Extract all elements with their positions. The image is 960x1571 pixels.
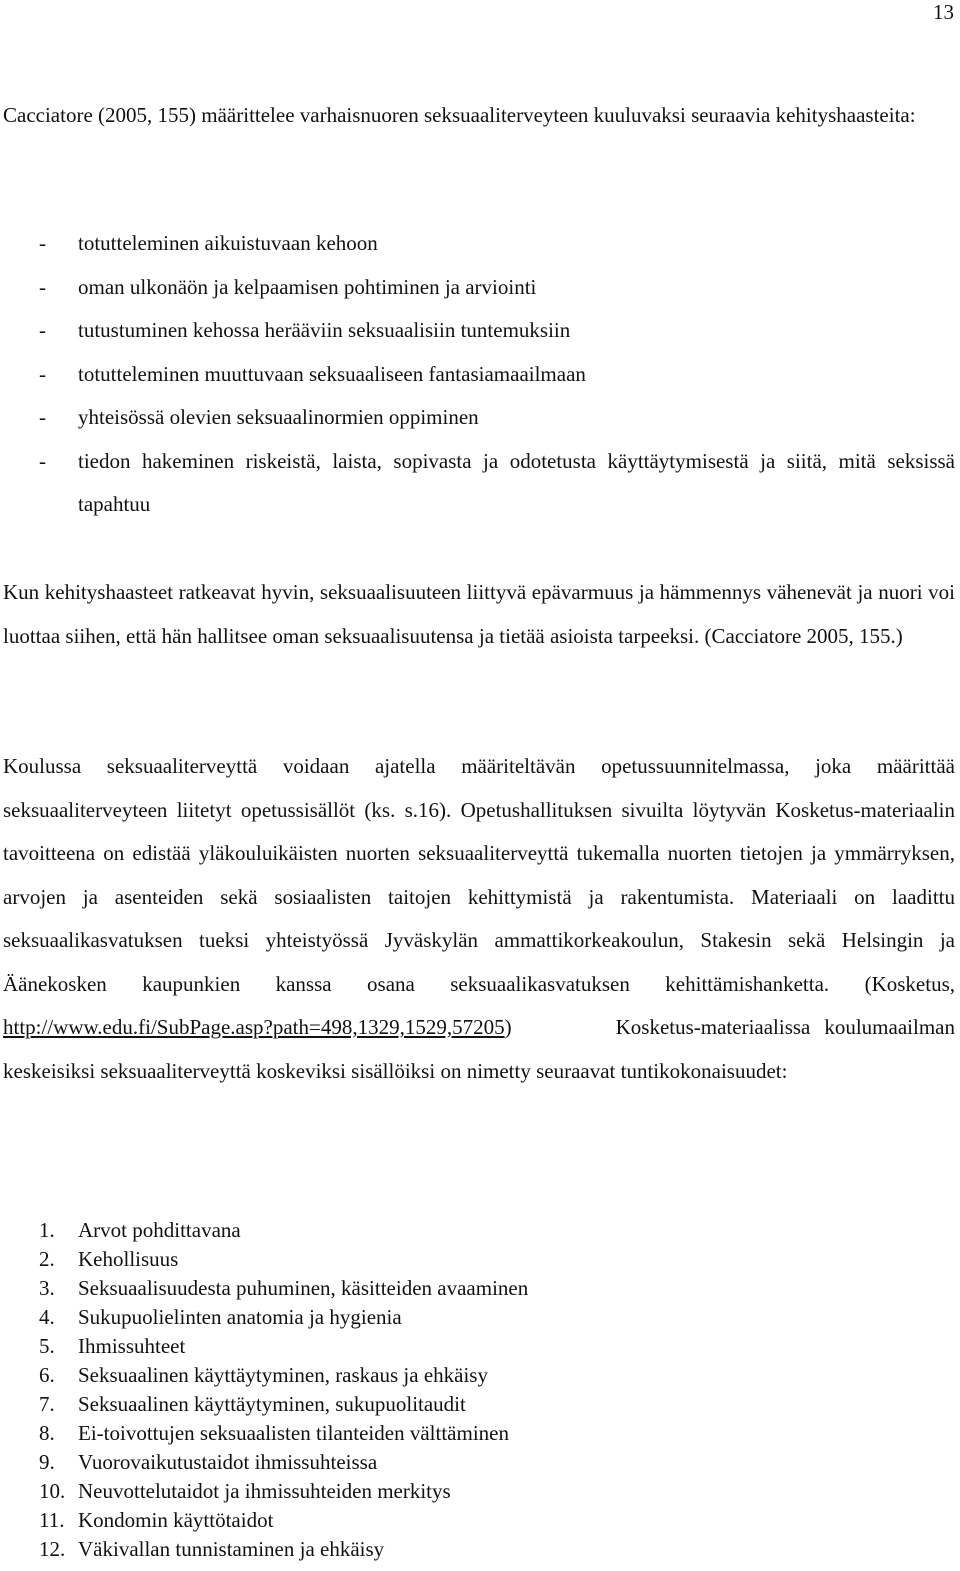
list-item-text: Seksuaalinen käyttäytyminen, sukupuolitaudit — [78, 1392, 466, 1416]
list-item — [3, 396, 955, 440]
list-number: 7. — [39, 1392, 55, 1416]
list-item-text: totutteleminen aikuistuvaan kehoon — [78, 231, 378, 255]
list-number: 8. — [39, 1421, 55, 1445]
list-item-text: tiedon hakeminen riskeistä, laista, sopivasta ja odotetusta käyttäytymisestä ja siitä, mitä seksissä tapahtuu — [78, 448, 955, 516]
dash-bullet: - — [39, 448, 46, 473]
list-item-text: oman ulkonäön ja kelpaamisen pohtiminen ja arviointi — [78, 274, 537, 299]
list-number: 3. — [39, 1276, 55, 1300]
dash-bullet: - — [39, 361, 46, 386]
list-item-text: Ihmissuhteet — [78, 1334, 186, 1358]
list-item-text: tutustuminen kehossa herääviin seksuaalisiin tuntemuksiin — [78, 318, 571, 342]
list-item-text: Kehollisuus — [78, 1247, 179, 1271]
list-item-text: Arvot pohdittavana — [78, 1218, 241, 1242]
body-paragraph-3 — [3, 745, 955, 1093]
dash-bullet: - — [39, 231, 46, 255]
list-item — [3, 1419, 955, 1448]
body-paragraph-2: Kun kehityshaasteet ratkeavat hyvin, seksuaalisuuteen liittyvä epävarmuus ja hämmennys vähenevät ja nuori voi luottaa siihen, että hän hallitsee oman seksuaalisuutensa ja tietää asioista tarpeeksi. (Cacciatore 2005, 155.) — [3, 580, 955, 648]
list-item — [3, 440, 955, 527]
dash-bullet: - — [39, 405, 46, 429]
list-item — [3, 353, 955, 397]
list-item — [3, 1303, 955, 1332]
dash-bullet: - — [39, 318, 46, 342]
link-close-paren: ) — [504, 1015, 512, 1039]
kosketus-link[interactable]: http://www.edu.fi/SubPage.asp?path=498,1329,1529,57205 — [3, 1015, 505, 1039]
list-item — [3, 1477, 955, 1506]
list-item — [3, 1216, 955, 1245]
list-item-text: Seksuaalinen käyttäytyminen, raskaus ja ehkäisy — [78, 1363, 488, 1387]
list-item-text: totutteleminen muuttuvaan seksuaaliseen fantasiamaailmaan — [78, 361, 586, 386]
dash-list — [3, 222, 955, 527]
list-item — [3, 222, 955, 266]
list-item — [3, 266, 955, 310]
list-item-text: Seksuaalisuudesta puhuminen, käsitteiden avaaminen — [78, 1276, 529, 1300]
list-item — [3, 1245, 955, 1274]
list-item-text: Vuorovaikutustaidot ihmissuhteissa — [78, 1450, 378, 1474]
list-item — [3, 1390, 955, 1419]
list-item-text: Kondomin käyttötaidot — [78, 1508, 274, 1532]
list-number: 10. — [39, 1479, 66, 1503]
list-item-text: Ei-toivottujen seksuaalisten tilanteiden välttäminen — [78, 1421, 509, 1445]
dash-bullet: - — [39, 274, 46, 299]
list-item — [3, 1448, 955, 1477]
list-item — [3, 309, 955, 353]
list-number: 5. — [39, 1334, 55, 1358]
page-number: 13 — [933, 0, 954, 24]
numbered-list — [3, 1216, 955, 1564]
list-item-text: yhteisössä olevien seksuaalinormien oppiminen — [78, 405, 479, 429]
list-item-text: Väkivallan tunnistaminen ja ehkäisy — [78, 1537, 385, 1561]
paragraph-3-after-text: Kosketus-materiaalissa koulumaailman keskeisiksi seksuaaliterveyttä koskeviksi sisällöiksi on nimetty seuraavat tuntikokonaisuudet: — [3, 1015, 955, 1083]
list-item — [3, 1506, 955, 1535]
list-number: 1. — [39, 1218, 55, 1242]
list-number: 9. — [39, 1450, 55, 1474]
list-item-text: Neuvottelutaidot ja ihmissuhteiden merkitys — [78, 1479, 451, 1503]
list-item-text: Sukupuolielinten anatomia ja hygienia — [78, 1305, 402, 1329]
list-number: 4. — [39, 1305, 55, 1329]
paragraph-3-text: Koulussa seksuaaliterveyttä voidaan ajatella määriteltävän opetussuunnitelmassa, joka määrittää seksuaaliterveyteen liitetyt opetussisällöt (ks. s.16). Opetushallituksen sivuilta löytyvän Kosketus-materiaalin tavoitteena on edistää yläkouluikäisten nuorten seksuaaliterveyttä tukemalla nuorten tietojen ja ymmärryksen, arvojen ja asenteiden sekä sosiaalisten taitojen kehittymistä ja rakentumista. Materiaali on laadittu seksuaalikasvatuksen tueksi yhteistyössä Jyväskylän ammattikorkeakoulun, Stakesin sekä Helsingin ja Äänekosken kaupunkien kanssa osana seksuaalikasvatuksen kehittämishanketta. (Kosketus, — [3, 754, 955, 996]
list-item — [3, 1361, 955, 1390]
list-number: 12. — [39, 1537, 66, 1561]
list-number: 2. — [39, 1247, 55, 1271]
list-item — [3, 1535, 955, 1564]
list-number: 11. — [39, 1508, 65, 1532]
intro-paragraph: Cacciatore (2005, 155) määrittelee varhaisnuoren seksuaaliterveyteen kuuluvaksi seuraavia kehityshaasteita: — [3, 103, 916, 127]
list-number: 6. — [39, 1363, 55, 1387]
list-item — [3, 1274, 955, 1303]
list-item — [3, 1332, 955, 1361]
